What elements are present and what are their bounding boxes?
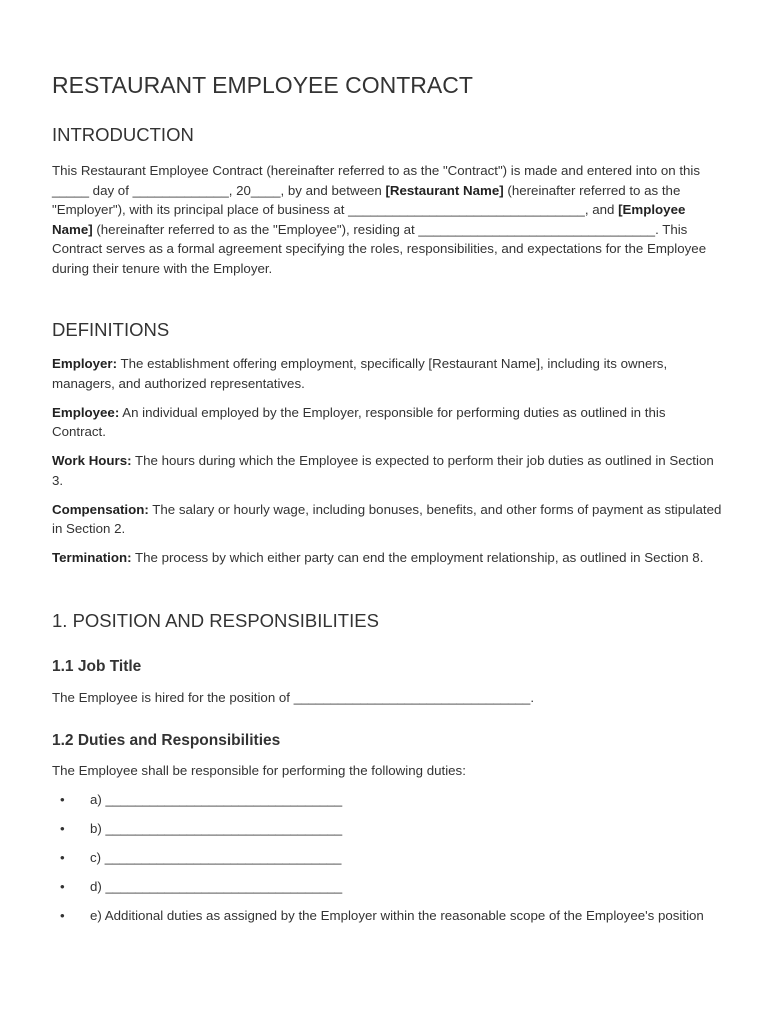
duty-text: b) ________________________________ xyxy=(90,821,343,836)
definition-item xyxy=(52,403,722,442)
duty-text: a) ________________________________ xyxy=(90,792,343,807)
duties-intro: The Employee shall be responsible for performing the following duties: xyxy=(52,762,466,778)
bullet-icon: • xyxy=(60,879,65,894)
definition-item xyxy=(52,548,722,568)
position-heading: 1. POSITION AND RESPONSIBILITIES xyxy=(52,610,379,631)
introduction-heading: INTRODUCTION xyxy=(52,124,194,145)
intro-text-3: (hereinafter referred to as the "Employee"), residing at ________________________________. This Contract serves as a formal agreement specifying the roles, responsibilities, and expectations for the Employee during their tenure with the Employer. xyxy=(52,221,707,276)
definitions-section xyxy=(52,318,722,577)
definitions-heading: DEFINITIONS xyxy=(52,319,170,340)
document-title-block xyxy=(52,71,722,99)
list-item xyxy=(52,906,722,926)
duties-list xyxy=(52,790,722,926)
restaurant-name-placeholder: [Restaurant Name] xyxy=(385,182,504,198)
duty-text: d) ________________________________ xyxy=(90,879,343,894)
definition-term: Employee: xyxy=(52,404,120,420)
bullet-icon: • xyxy=(60,908,65,923)
employee-name-placeholder: [Employee Name] xyxy=(52,202,686,237)
definition-text: The process by which either party can end the employment relationship, as outlined in Section 8. xyxy=(131,550,704,565)
definition-term: Compensation: xyxy=(52,501,149,517)
definition-text: The hours during which the Employee is expected to perform their job duties as outlined in Section 3. xyxy=(52,453,714,488)
definition-term: Work Hours: xyxy=(52,453,132,468)
definition-text: An individual employed by the Employer, responsible for performing duties as outlined in this Contract. xyxy=(52,404,666,439)
list-item xyxy=(52,848,722,868)
intro-text-2: (hereinafter referred to as the "Employer"), with its principal place of business at ________________________________, and xyxy=(52,182,681,217)
duties-heading: 1.2 Duties and Responsibilities xyxy=(52,731,281,749)
list-item xyxy=(52,877,722,897)
list-item xyxy=(52,819,722,839)
introduction-section xyxy=(52,123,722,278)
definition-text: The salary or hourly wage, including bonuses, benefits, and other forms of payment as stipulated in Section 2. xyxy=(52,501,722,536)
definition-item xyxy=(52,354,722,393)
job-title-heading: 1.1 Job Title xyxy=(52,658,142,675)
job-title-text: The Employee is hired for the position of ________________________________. xyxy=(52,690,535,705)
duty-text: e) Additional duties as assigned by the Employer within the reasonable scope of the Employee's position xyxy=(90,908,704,923)
definition-item xyxy=(52,451,722,490)
position-section xyxy=(52,609,722,935)
definition-text: The establishment offering employment, specifically [Restaurant Name], including its owners, managers, and authorized representatives. xyxy=(52,356,668,391)
list-item xyxy=(52,790,722,810)
definition-term: Termination: xyxy=(52,550,132,565)
document-title: RESTAURANT EMPLOYEE CONTRACT xyxy=(52,72,473,98)
introduction-paragraph xyxy=(52,161,722,278)
bullet-icon: • xyxy=(60,821,65,836)
definition-item xyxy=(52,500,722,539)
intro-text-1: This Restaurant Employee Contract (hereinafter referred to as the "Contract") is made and entered into on this _____ day of _____________, 20____, by and between xyxy=(52,163,701,198)
bullet-icon: • xyxy=(60,850,65,865)
definition-term: Employer: xyxy=(52,356,118,371)
bullet-icon: • xyxy=(60,792,65,807)
duty-text: c) ________________________________ xyxy=(90,850,342,865)
